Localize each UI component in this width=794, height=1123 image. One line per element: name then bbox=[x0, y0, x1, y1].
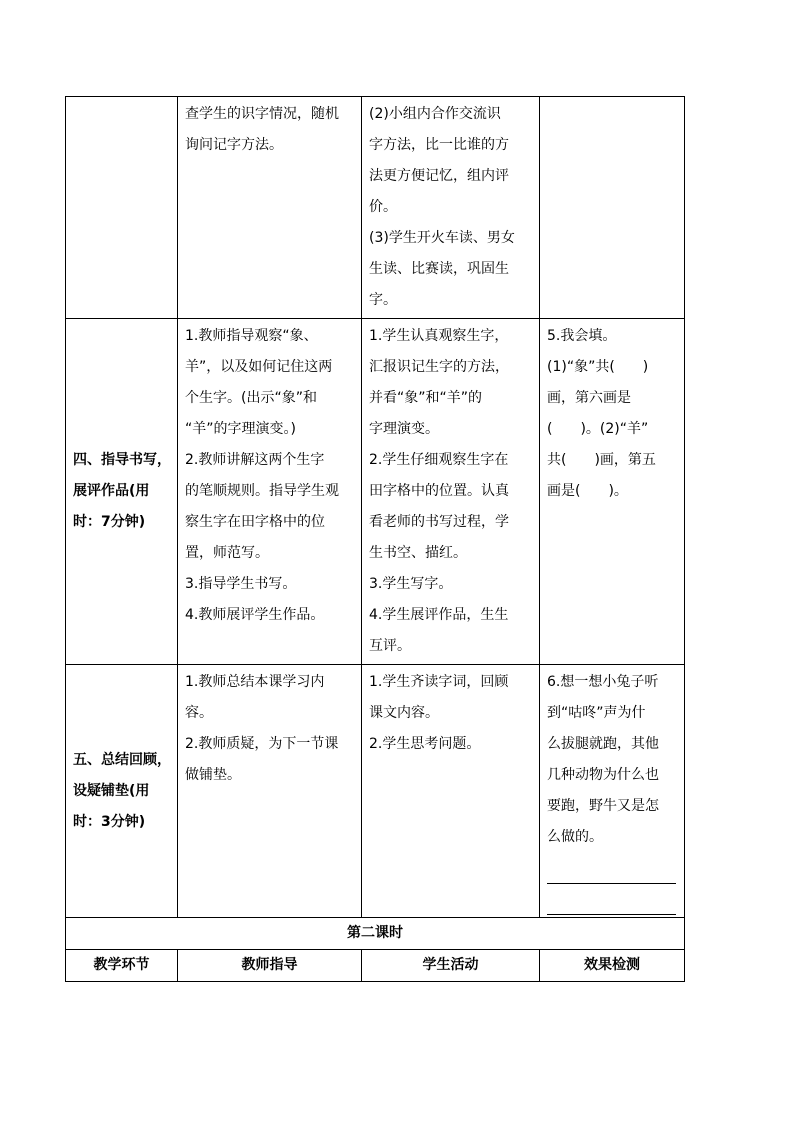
cell-text-line: 看老师的书写过程，学 bbox=[369, 514, 509, 530]
cell-text-line: 1.教师总结本课学习内 bbox=[185, 674, 325, 690]
cell-text-line: 2.教师讲解这两个生字 bbox=[185, 452, 325, 468]
cell-text-line: 字理演变。 bbox=[369, 421, 439, 437]
cell-text-line: 3.学生写字。 bbox=[369, 576, 453, 592]
cell-text-line: 展评作品(用 bbox=[73, 483, 150, 499]
cell-text-line: 做铺垫。 bbox=[185, 767, 241, 783]
stage-cell bbox=[66, 319, 178, 665]
cell-text-line: “羊”的字理演变。) bbox=[185, 421, 296, 437]
cell-text-line: 字。 bbox=[369, 292, 397, 308]
cell-text-line: 田字格中的位置。认真 bbox=[369, 483, 509, 499]
stage-cell bbox=[66, 97, 178, 319]
cell-text-line: 互评。 bbox=[369, 638, 411, 654]
cell-text-line: 字方法，比一比谁的方 bbox=[369, 137, 509, 153]
cell-text-line: 四、指导书写， bbox=[73, 452, 171, 468]
cell-text-line: 3.指导学生书写。 bbox=[185, 576, 297, 592]
cell-text-line: 的笔顺规则。指导学生观 bbox=[185, 483, 339, 499]
lesson-plan-table bbox=[65, 96, 685, 982]
student-activity-cell bbox=[362, 97, 540, 319]
cell-text-line: 设疑铺垫(用 bbox=[73, 782, 150, 799]
cell-text-line: 并看“象”和“羊”的 bbox=[369, 390, 483, 406]
cell-text-line: 生书空、描红。 bbox=[369, 545, 467, 561]
cell-text-line: 2.学生思考问题。 bbox=[369, 736, 481, 752]
cell-text-line: 要跑，野牛又是怎 bbox=[547, 798, 659, 814]
cell-text-line: 2.学生仔细观察生字在 bbox=[369, 452, 509, 468]
cell-text-line: 五、总结回顾， bbox=[73, 751, 171, 768]
cell-text-line: (3)学生开火车读、男女 bbox=[369, 230, 515, 246]
effect-check-cell bbox=[540, 665, 685, 918]
effect-check-cell bbox=[540, 97, 685, 319]
section-title-row bbox=[66, 918, 685, 950]
answer-blank-line[interactable] bbox=[547, 884, 676, 915]
cell-text-line: 课文内容。 bbox=[369, 705, 439, 721]
header-stage: 教学环节 bbox=[66, 950, 178, 982]
cell-text-line: 几种动物为什么也 bbox=[547, 767, 659, 783]
table-row bbox=[66, 665, 685, 918]
cell-text-line: (2)小组内合作交流识 bbox=[369, 106, 501, 122]
cell-text-line: 1.教师指导观察“象、 bbox=[185, 328, 318, 344]
cell-text-line: 价。 bbox=[369, 199, 397, 215]
answer-blank-line[interactable] bbox=[547, 853, 676, 884]
cell-text-line: 询问记字方法。 bbox=[185, 137, 283, 153]
header-row bbox=[66, 950, 685, 982]
cell-text-line: 1.学生认真观察生字， bbox=[369, 328, 509, 344]
cell-text-line: 2.教师质疑，为下一节课 bbox=[185, 736, 339, 752]
cell-text-line: 羊”，以及如何记住这两 bbox=[185, 359, 333, 375]
cell-text-line: (1)“象”共( ) bbox=[547, 359, 649, 375]
cell-text-line: 法更方便记忆，组内评 bbox=[369, 168, 509, 184]
teacher-guidance-cell bbox=[178, 319, 362, 665]
teacher-guidance-cell bbox=[178, 665, 362, 918]
cell-text-line: 置，师范写。 bbox=[185, 545, 269, 561]
student-activity-cell bbox=[362, 665, 540, 918]
stage-cell bbox=[66, 665, 178, 918]
cell-text-line: 查学生的识字情况，随机 bbox=[185, 106, 339, 122]
cell-text-line: 共( )画，第五 bbox=[547, 452, 656, 468]
student-activity-cell bbox=[362, 319, 540, 665]
header-effect-check: 效果检测 bbox=[540, 950, 685, 982]
cell-text-line: 画，第六画是 bbox=[547, 390, 631, 406]
cell-text-line: 个生字。(出示“象”和 bbox=[185, 390, 317, 406]
cell-text-line: 6.想一想小兔子听 bbox=[547, 674, 659, 690]
cell-text-line: 4.教师展评学生作品。 bbox=[185, 607, 325, 623]
cell-text-line: 汇报识记生字的方法， bbox=[369, 359, 509, 375]
cell-text-line: 画是( )。 bbox=[547, 483, 628, 499]
cell-text-line: 时：7分钟) bbox=[73, 514, 146, 530]
cell-text-line: 5.我会填。 bbox=[547, 328, 617, 344]
header-teacher-guidance: 教师指导 bbox=[178, 950, 362, 982]
section-title: 第二课时 bbox=[66, 918, 685, 950]
cell-text-line: 时：3分钟) bbox=[73, 813, 146, 830]
table-row bbox=[66, 319, 685, 665]
cell-text-line: 么拔腿就跑，其他 bbox=[547, 736, 659, 752]
cell-text-line: ( )。(2)“羊” bbox=[547, 421, 649, 437]
cell-text-line: 容。 bbox=[185, 705, 213, 721]
effect-check-cell bbox=[540, 319, 685, 665]
cell-text-line: 1.学生齐读字词，回顾 bbox=[369, 674, 509, 690]
table-row bbox=[66, 97, 685, 319]
cell-text-line: 察生字在田字格中的位 bbox=[185, 514, 325, 530]
cell-text-line: 4.学生展评作品，生生 bbox=[369, 607, 509, 623]
cell-text-line: 么做的。 bbox=[547, 829, 603, 845]
teacher-guidance-cell bbox=[178, 97, 362, 319]
header-student-activity: 学生活动 bbox=[362, 950, 540, 982]
cell-text-line: 生读、比赛读，巩固生 bbox=[369, 261, 509, 277]
cell-text-line: 到“咕咚”声为什 bbox=[547, 705, 646, 721]
